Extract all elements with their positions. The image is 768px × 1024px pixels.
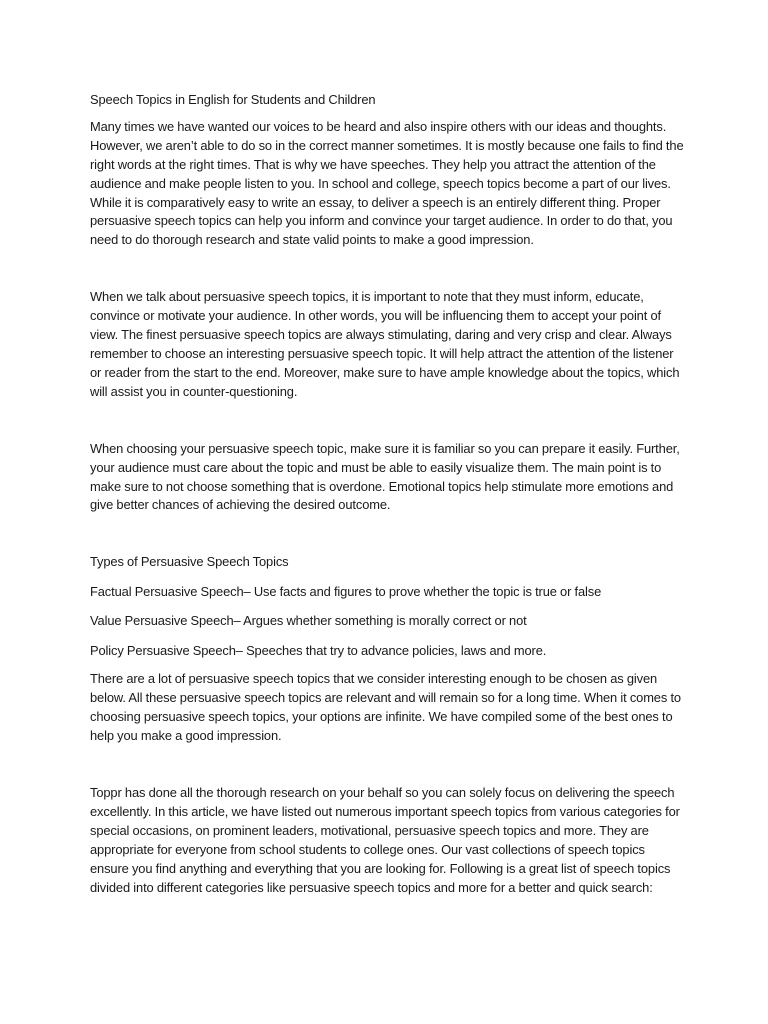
type-item-factual: Factual Persuasive Speech– Use facts and figures to prove whether the topic is true or false [90, 583, 602, 599]
options-paragraph: There are a lot of persuasive speech topics that we consider interesting enough to be chosen as given below. All these persuasive speech topics are relevant and will remain so for a long time. When it comes to choosing persuasive speech topics, your options are infinite. We have compiled some of the best ones to help you make a good impression. [90, 671, 681, 744]
types-heading: Types of Persuasive Speech Topics [90, 554, 289, 570]
toppr-paragraph: Toppr has done all the thorough research on your behalf so you can solely focus on delivering the speech excellently. In this article, we have listed out numerous important speech topics from various categories for special occasions, on prominent leaders, motivational, persuasive speech topics and more. They are appropriate for everyone from school students to college ones. Our vast collections of speech topics ensure you find anything and everything that you are looking for. Following is a great list of speech topics divided into different categories like persuasive speech topics and more for a better and quick search: [90, 785, 680, 895]
type-item-value: Value Persuasive Speech– Argues whether something is morally correct or not [90, 613, 527, 629]
choosing-topic-paragraph: When choosing your persuasive speech topic, make sure it is familiar so you can prepare it easily. Further, your audience must care about the topic and must be able to easily visualize them. The main point is to make sure to not choose something that is overdone. Emotional topics help stimulate more emotions and give better chances of achieving the desired outcome. [90, 440, 680, 513]
intro-paragraph: Many times we have wanted our voices to be heard and also inspire others with our ideas and thoughts. However, we aren’t able to do so in the correct manner sometimes. It is mostly because one fails to find the right words at the right times. That is why we have speeches. They help you attract the attention of the audience and make people listen to you. In school and college, speech topics become a part of our lives. While it is comparatively easy to write an essay, to deliver a speech is an entirely different thing. Proper persuasive speech topics can help you inform and convince your target audience. In order to do that, you need to do thorough research and state valid points to make a good impression. [90, 118, 684, 248]
document-title: Speech Topics in English for Students and Children [90, 92, 376, 107]
type-item-policy: Policy Persuasive Speech– Speeches that try to advance policies, laws and more. [90, 642, 547, 658]
persuasive-topics-paragraph: When we talk about persuasive speech topics, it is important to note that they must inform, educate, convince or motivate your audience. In other words, you will be influencing them to accept your point of view. The finest persuasive speech topics are always stimulating, daring and very crisp and clear. Always remember to choose an interesting persuasive speech topic. It will help attract the attention of the listener or reader from the start to the end. Moreover, make sure to have ample knowledge about the topics, which will assist you in counter-questioning. [90, 289, 680, 399]
document-body [90, 91, 684, 898]
